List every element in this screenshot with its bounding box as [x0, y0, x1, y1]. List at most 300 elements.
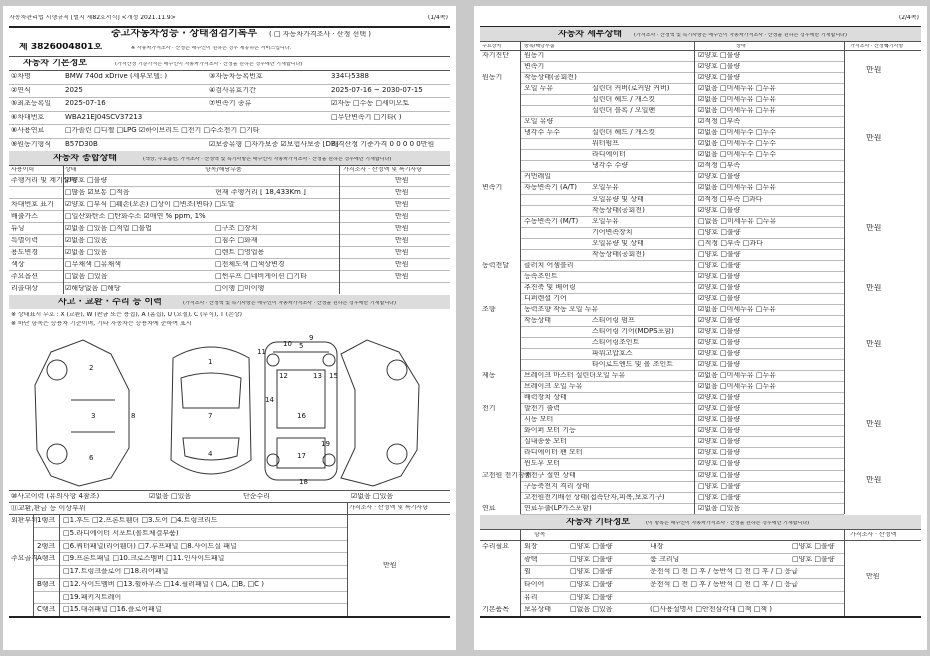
exchange-part-options[interactable]: □12.사이드멤버 □13.휠하우스 □14.필러패널 ( □A, □B, □C ) [63, 580, 264, 588]
rule-line [520, 194, 844, 195]
overall-status-value[interactable]: ☑해당없음 □해당 [65, 285, 121, 292]
basic-info-value: BMW 740d xDrive (세부모델: ) [65, 73, 168, 80]
rule-line [520, 359, 844, 360]
basic-info-label: ⑧사용연료 [11, 127, 45, 134]
basic-info-value: 2025-07-16 [65, 100, 106, 107]
detail-item-label: 자동변속기 (A/T) [524, 184, 577, 192]
detail-status-value[interactable]: ☑양호 □불량 [698, 316, 741, 324]
basic-info-value: 2025 [65, 86, 83, 94]
detail-item-label: 커먼레일 [524, 173, 552, 181]
overall-item-label: 튜닝 [11, 225, 25, 232]
basic-info-value: WBA21EJ04SCV37213 [65, 113, 143, 121]
detail-column-header: 특기사항 [884, 44, 904, 49]
part-number-3: 3 [91, 412, 96, 420]
rule-line [9, 111, 450, 112]
part-number-6: 6 [89, 454, 94, 462]
detail-price-value: 만원 [866, 134, 882, 142]
rule-line [9, 222, 450, 223]
overall-part-value[interactable]: □전체도색 □색상변경 [215, 261, 285, 268]
detail-status-value[interactable]: ☑없음 □미세누유 □누유 [698, 372, 777, 380]
overall-part-value[interactable]: □침수 □화재 [215, 237, 258, 244]
basic-info-value: □가솔린 □디젤 □LPG ☑하이브리드 □전기 □수소전기 □기타 [65, 127, 260, 134]
overall-status-value[interactable]: ☑양호 □불량 [65, 177, 108, 184]
overall-status-header: 자동차 종합상태 [53, 154, 117, 163]
rule-line [520, 481, 844, 482]
overall-price-value: 만원 [395, 189, 409, 196]
detail-status-value[interactable]: ☑없음 □미세누유 □누유 [698, 305, 777, 313]
detail-status-value[interactable]: ☑양호 □불량 [698, 52, 741, 59]
rule-line [9, 270, 450, 271]
detail-item-label: 라디에이터 팬 모터 [524, 449, 583, 457]
detail-part-label: 실린더 헤드 / 개스킷 [592, 96, 656, 104]
detail-device-label: 연료 [482, 504, 496, 512]
detail-item-label: 시동 모터 [524, 416, 554, 424]
detail-price-value: 만원 [866, 224, 882, 232]
detail-part-label: 워터펌프 [592, 140, 620, 148]
overall-status-value[interactable]: ☑없음 □있음 □적법 □불법 [65, 225, 152, 232]
overall-status-value[interactable]: ☑없음 □있음 [65, 249, 108, 256]
part-number-2: 2 [89, 364, 94, 372]
basic-info-value-2: 가격산정 기준가격 0 0 0 0 0만원 [331, 140, 435, 148]
exchange-part-options[interactable]: □19.패키지트레이 [63, 593, 122, 601]
basic-info-value-2: 2025-07-16 ~ 2030-07-15 [331, 86, 423, 94]
rule-line [520, 227, 844, 228]
page-number: (1/4쪽) [427, 15, 448, 21]
detail-status-value[interactable]: ☑적정 □부족 [698, 162, 741, 170]
exchange-part-options[interactable]: □5.라디에이터 서포트(볼트체결부품) [63, 529, 179, 537]
overall-part-value[interactable]: □이행 □미이행 [215, 285, 265, 292]
rule-line [520, 138, 844, 139]
page-1 [3, 6, 456, 650]
part-number-13: 13 [313, 372, 322, 380]
wheel-right-front [387, 360, 407, 380]
detail-status-header: 자동차 세부상태 [558, 30, 622, 39]
other-info-header: 자동차 기타정보 [566, 518, 630, 527]
overall-column-header: 상태 [65, 167, 77, 173]
part-number-15: 15 [329, 372, 338, 380]
detail-status-value[interactable]: ☑양호 □불량 [698, 361, 741, 369]
detail-part-label: 오일유량 및 상태 [592, 239, 644, 247]
accident-history-label: ⑩사고이력 (유의사항 4참조) [11, 493, 100, 500]
overall-status-value[interactable]: □일산화탄소 □탄화수소 ☑매연 % ppm, 1% [65, 213, 206, 220]
rule-line [9, 258, 450, 259]
rule-line [520, 447, 844, 448]
rule-line [520, 127, 844, 128]
detail-part-label: 스티어링조인트 [592, 339, 640, 347]
detail-device-label: 자기진단 [482, 52, 510, 59]
rule-line [33, 552, 347, 553]
detail-status-value[interactable]: □양호 □불량 [698, 228, 741, 236]
detail-item-label: 와이퍼 모터 기능 [524, 427, 576, 435]
detail-part-label: 오일유량 및 상태 [592, 195, 644, 203]
basic-info-value-2: □무단변속기 □기타( ) [331, 113, 402, 121]
detail-column-header: 가격조사 · 산정액 [850, 44, 889, 49]
detail-column-header: 상태 [736, 44, 746, 49]
other-extra-value[interactable]: 내장 [650, 543, 664, 550]
form-header-text: 자동차관리법 시행규칙 [별지 제82호서식] <개정 2021.11.9> [9, 15, 176, 21]
other-status-value[interactable]: □없음 □있음 [570, 606, 613, 614]
overall-item-label: 색상 [11, 261, 25, 268]
rule-line [520, 216, 844, 217]
simple-repair-value[interactable]: ☑없음 □있음 [351, 493, 394, 500]
detail-part-label: 작동상태(공회전) [592, 206, 645, 214]
detail-item-label: 배력장치 상태 [524, 394, 567, 402]
rule-line [520, 182, 844, 183]
detail-status-value[interactable]: ☑적정 □부족 □과다 [698, 195, 763, 203]
rule-line [9, 282, 450, 283]
other-status-value[interactable]: □양호 □불량 [570, 580, 613, 588]
overall-part-value[interactable]: □렌트 □영업용 [215, 249, 265, 256]
rule-line [520, 249, 844, 250]
detail-column-header: 항목/해당부품 [524, 44, 555, 49]
exchange-part-options[interactable]: □9.프론트패널 □10.크로스멤버 □11.인사이드패널 [63, 555, 225, 563]
part-number-10: 10 [283, 340, 292, 348]
other-extra-status[interactable]: □양호 □불량 [792, 543, 835, 550]
basic-info-label: ⑥차대번호 [11, 113, 45, 121]
detail-part-label: 냉각수 수량 [592, 162, 629, 170]
exchange-rank-label: B랭크 [37, 580, 56, 588]
rule-line [520, 105, 844, 106]
basic-info-header: 자동차 기본정보 [23, 59, 87, 68]
rule-line [33, 527, 347, 528]
document-number: 제 3826004801호 [19, 43, 103, 52]
detail-item-label: 작동상태(공회전) [524, 74, 577, 82]
exchange-price-value: 만원 [383, 562, 397, 569]
detail-status-value[interactable]: ☑양호 □불량 [698, 438, 741, 446]
part-number-7: 7 [208, 412, 213, 420]
detail-device-label: 조향 [482, 305, 496, 313]
detail-price-value: 만원 [866, 420, 882, 428]
rule-line [33, 591, 347, 592]
basic-info-label: ①차명 [11, 73, 31, 80]
rule-line [9, 124, 450, 125]
other-group-label: 수리필요 [482, 543, 510, 550]
detail-item-label: 추진축 및 베어링 [524, 283, 576, 291]
detail-status-value[interactable]: ☑양호 □불량 [698, 394, 741, 402]
rule-line [520, 458, 844, 459]
overall-price-value: 만원 [395, 273, 409, 280]
detail-status-value[interactable]: ☑양호 □불량 [698, 63, 741, 71]
rule-line [520, 425, 844, 426]
detail-part-label: 파워고압호스 [592, 350, 633, 358]
detail-price-value: 만원 [866, 476, 882, 484]
rule-line [520, 337, 844, 338]
accident-history-value[interactable]: ☑없음 □있음 [149, 493, 192, 500]
basic-info-label-2: ③자동차등록번호 [209, 73, 263, 80]
page-number: (2/4쪽) [898, 15, 919, 21]
overall-part-value[interactable]: 현재 주행거리 [ 18,433Km ] [215, 189, 306, 196]
rule-line [9, 174, 450, 175]
detail-item-label: 연료누출(LP가스포함) [524, 504, 592, 512]
basic-info-value-2: 334다5388 [331, 73, 369, 80]
detail-status-value[interactable]: ☑양호 □불량 [698, 339, 741, 347]
detail-status-value[interactable]: ☑없음 □미세누수 □누수 [698, 151, 777, 159]
detail-status-value[interactable]: ☑양호 □불량 [698, 272, 741, 280]
exchange-group-label: 주요골격 [11, 555, 39, 563]
detail-status-value[interactable]: ☑없음 □미세누유 □누유 [698, 107, 777, 115]
basic-info-label-2: ⑦변속기 종류 [209, 100, 252, 107]
document-title: 중고자동차성능 · 상태점검기록부 [111, 29, 258, 39]
detail-status-value[interactable]: □없음 □미세누유 □누유 [698, 217, 777, 225]
detail-status-value[interactable]: ☑없음 □미세누수 □누수 [698, 129, 777, 137]
detail-part-label: 라디에이터 [592, 151, 626, 159]
wheel-left-rear [47, 444, 67, 464]
exchange-rank-label: C랭크 [37, 606, 56, 614]
passenger-car-note: ※ 하단 항목은 승용차 기준이며, 기타 자동차는 승용차에 준하여 표시 [11, 321, 192, 327]
detail-item-label: 등속조인트 [524, 272, 558, 280]
exchange-part-options[interactable]: □15.대쉬패널 □16.플로어패널 [63, 606, 162, 614]
exchange-rank-label: 2랭크 [37, 542, 55, 550]
rule-line [520, 149, 844, 150]
exchange-special-note-label: 가격조사 · 산정액 및 특기사항 [349, 505, 429, 511]
overall-item-label: 배출가스 [11, 213, 39, 220]
rule-line [9, 246, 450, 247]
rule-line [520, 591, 844, 592]
exchange-rank-label: 1랭크 [37, 517, 55, 524]
rule-line [520, 392, 844, 393]
rule-line [520, 61, 844, 62]
detail-status-value[interactable]: □양호 □불량 [698, 250, 741, 258]
rule-line [9, 234, 450, 235]
wheel-right-rear [387, 444, 407, 464]
exchange-group-label: 외판부위 [11, 517, 39, 524]
detail-status-value[interactable]: ☑양호 □불량 [698, 294, 741, 302]
overall-item-label: 주행거리 및 계기상태 [11, 177, 77, 184]
overall-status-value[interactable]: ☑없음 □있음 [65, 237, 108, 244]
detail-status-value[interactable]: ☑없음 □미세누유 □누유 [698, 184, 777, 192]
detail-part-label: 오일누유 [592, 184, 620, 192]
overall-column-header: 사용이력 [11, 167, 35, 173]
other-status-value[interactable]: □양호 □불량 [570, 593, 613, 601]
detail-status-note: (가격조사 · 산정액 및 특기사항은 매수인이 자동차가격조사 · 산정을 원하는 경우에만 기재합니다) [634, 33, 847, 38]
rule-line [520, 414, 844, 415]
exchange-part-options[interactable]: □17.트렁크플로어 □18.리어패널 [63, 568, 169, 575]
detail-status-value[interactable]: ☑없음 □미세누유 □누유 [698, 383, 777, 391]
detail-status-value[interactable]: ☑양호 □불량 [698, 460, 741, 468]
detail-status-value[interactable]: ☑양호 □불량 [698, 206, 741, 214]
basic-info-label-2: ④검사유효기간 [209, 86, 256, 94]
basic-info-label: ②연식 [11, 86, 31, 94]
detail-status-value[interactable]: ☑양호 □불량 [698, 350, 741, 358]
other-item-label: 유리 [524, 593, 538, 601]
detail-status-value[interactable]: ☑양호 □불량 [698, 74, 741, 82]
detail-status-value[interactable]: □양호 □불량 [698, 493, 741, 501]
detail-item-label: 오일 누유 [524, 85, 554, 93]
part-number-11: 11 [257, 348, 266, 356]
rule-line [520, 260, 844, 261]
overall-item-label: 주요옵션 [11, 273, 39, 280]
detail-device-label: 제동 [482, 372, 496, 380]
accident-history-header: 사고 · 교환 · 수리 등 이력 [58, 298, 162, 307]
detail-device-label: 원동기 [482, 74, 503, 82]
car-body-diagram [11, 330, 449, 490]
detail-status-value[interactable]: ☑양호 □불량 [698, 283, 741, 291]
overall-item-label: 용도변경 [11, 249, 39, 256]
detail-status-value[interactable]: □양호 □불량 [698, 482, 741, 490]
other-item-label: 광택 [524, 555, 538, 563]
rule-line [520, 205, 844, 206]
overall-status-value[interactable]: □무채색 □유채색 [65, 261, 122, 268]
detail-item-label: 브레이크 마스터 실린더오일 누유 [524, 372, 626, 380]
rule-line [520, 326, 844, 327]
overall-status-value[interactable]: □없음 □있음 [65, 273, 108, 280]
part-number-9: 9 [309, 334, 314, 342]
detail-device-label: 고전원 전기장치 [482, 471, 532, 479]
rule-line [520, 238, 844, 239]
detail-price-value: 만원 [866, 284, 882, 292]
part-number-17: 17 [297, 452, 306, 460]
detail-status-value[interactable]: ☑양호 □불량 [698, 427, 741, 435]
detail-part-label: 기어변속장치 [592, 228, 633, 236]
part-number-14: 14 [265, 396, 274, 404]
basic-info-label-2: ☑보증유형 □자가보증 ☑보험사보증 [DB] [209, 140, 339, 148]
rule-line [33, 540, 347, 541]
rule-line [520, 348, 844, 349]
detail-status-value[interactable]: ☑적정 □부족 [698, 118, 741, 126]
part-number-12: 12 [279, 372, 288, 380]
rule-line [520, 436, 844, 437]
part-number-1: 1 [208, 358, 213, 366]
detail-status-value[interactable]: ☑없음 □있음 [698, 504, 741, 512]
overall-item-label: 리콜대상 [11, 285, 39, 292]
detail-status-value[interactable]: ☑양호 □불량 [698, 449, 741, 457]
detail-part-label: 실린더 커버(로커암 커버) [592, 85, 670, 93]
other-status-value[interactable]: □양호 □불량 [570, 568, 613, 576]
overall-part-value[interactable]: □구조 □장치 [215, 225, 258, 232]
detail-item-label: 실내송풍 모터 [524, 438, 567, 446]
accident-history-note: (가격조사 · 산정액 및 특기사항은 매수인이 자동차가격조사 · 산정을 원하는 경우에만 기재합니다) [183, 301, 396, 306]
detail-status-value[interactable]: ☑양호 □불량 [698, 173, 741, 181]
detail-status-value[interactable]: ☑양호 □불량 [698, 471, 741, 479]
overall-price-value: 만원 [395, 177, 409, 184]
detail-item-label: 구동축전지 격리 상태 [524, 482, 590, 490]
part-number-16: 16 [297, 412, 306, 420]
rule-line [9, 138, 450, 139]
other-info-note: (이 항목은 매수인이 자동차가격조사 · 산정을 원하는 경우에만 기재합니다) [646, 521, 810, 526]
other-status-value[interactable]: □양호 □불량 [570, 555, 613, 563]
other-extra-value[interactable]: 운전석 □ 전 □ 후 / 동반석 □ 전 □ 후 / □ 응급 [650, 568, 798, 576]
basic-info-label: ⑨원동기형식 [11, 140, 52, 148]
detail-item-label: 브레이크 오일 누유 [524, 383, 583, 391]
rule-line [520, 578, 844, 579]
overall-price-value: 만원 [395, 225, 409, 232]
detail-part-label: 스티어링 펌프 [592, 316, 635, 324]
other-item-label: 휠 [524, 568, 531, 576]
detail-device-label: 변속기 [482, 184, 503, 192]
basic-info-value: B57D30B [65, 140, 98, 148]
detail-status-value[interactable]: ☑양호 □불량 [698, 416, 741, 424]
detail-device-label: 동력전달 [482, 261, 510, 269]
other-price-value: 만원 [866, 573, 880, 580]
detail-status-value[interactable]: ☑양호 □불량 [698, 405, 741, 413]
rule-line [520, 403, 844, 404]
status-symbol-legend: ※ 상태표시 부호 : X (교환), W (판금 또는 용접), A (흠집), U (요철), C (부식), T (손상) [11, 312, 243, 318]
exchange-part-options[interactable]: □6.쿼터패널(리어휀더) □7.루프패널 □8.사이드실 패널 [63, 542, 237, 550]
detail-device-label: 전기 [482, 405, 496, 413]
exchange-header: ⑪교환,판금 등 이상부위 [11, 505, 86, 512]
detail-status-value[interactable]: ☑없음 □미세누수 □누수 [698, 140, 777, 148]
rule-line [520, 171, 844, 172]
detail-item-label: 원동기 [524, 52, 545, 59]
overall-price-value: 만원 [395, 237, 409, 244]
other-item-col: 항목 [534, 532, 546, 538]
other-extra-value[interactable]: 운전석 □ 전 □ 후 / 동반석 □ 전 □ 후 / □ 응급 [650, 580, 798, 588]
overall-part-value[interactable]: □썬루프 □네비게이션 □기타 [215, 273, 307, 280]
overall-status-value[interactable]: □많음 ☑보통 □적음 [65, 189, 130, 196]
rule-line [33, 578, 347, 579]
other-group-label: 기본품목 [482, 606, 510, 614]
overall-item-label: 특별이력 [11, 237, 39, 244]
other-price-col: 가격조사 · 산정액 [850, 532, 897, 538]
overall-item-label: 차대번호 표기 [11, 201, 54, 208]
rule-line [520, 304, 844, 305]
exchange-part-options[interactable]: □1.후드 □2.프론트휀더 □3.도어 □4.트렁크리드 [63, 517, 218, 524]
rule-line [520, 470, 844, 471]
detail-item-label: 충전구 절연 상태 [524, 471, 576, 479]
detail-part-label: 타이로드엔드 및 볼 조인트 [592, 361, 674, 369]
detail-item-label: 냉각수 누수 [524, 129, 561, 137]
overall-price-value: 만원 [395, 249, 409, 256]
rule-line [520, 83, 844, 84]
detail-status-value[interactable]: ☑없음 □미세누유 □누유 [698, 96, 777, 104]
rule-line [520, 381, 844, 382]
detail-item-label: 오일 유량 [524, 118, 554, 126]
other-item-label: 외장 [524, 543, 538, 550]
overall-price-value: 만원 [395, 261, 409, 268]
detail-part-label: 실린더 블록 / 오일팬 [592, 107, 656, 115]
detail-status-value[interactable]: ☑양호 □불량 [698, 328, 741, 335]
other-status-value[interactable]: □양호 □불량 [570, 543, 613, 550]
other-extra-status[interactable]: □양호 □불량 [792, 555, 835, 563]
detail-part-label: 작동상태(공회전) [592, 250, 645, 258]
part-number-5: 5 [299, 342, 304, 350]
price-survey-checkbox[interactable]: ( □ 자동차가격조사 · 산정 선택 ) [269, 31, 372, 38]
detail-price-value: 만원 [866, 340, 882, 348]
detail-part-label: 실린더 헤드 / 개스킷 [592, 129, 656, 137]
other-extra-value[interactable]: 룸 크리닝 [650, 555, 680, 563]
detail-item-label: 수동변속기 (M/T) [524, 217, 579, 225]
detail-item-label: 윈도우 모터 [524, 460, 561, 468]
part-number-18: 18 [299, 478, 308, 486]
rule-line [520, 315, 844, 316]
overall-price-value: 만원 [395, 201, 409, 208]
other-extra-value[interactable]: (□사용설명서 □안전삼각대 □잭 □잭 ) [650, 606, 772, 614]
rule-line [520, 271, 844, 272]
rule-line [9, 97, 450, 98]
detail-status-value[interactable]: ☑없음 □미세누유 □누유 [698, 85, 777, 93]
page-2 [474, 6, 927, 650]
rule-line [33, 603, 347, 604]
detail-part-label: 스티어링 기어(MDPS포함) [592, 328, 674, 335]
rule-line [520, 160, 844, 161]
rule-line [9, 198, 450, 199]
other-item-label: 보유상태 [524, 606, 552, 614]
exchange-rank-label: A랭크 [37, 555, 56, 563]
rule-line [33, 565, 347, 566]
rule-line [520, 565, 844, 566]
basic-info-value-2: ☑자동 □수동 □세미오토 [331, 100, 410, 107]
overall-price-value: 만원 [395, 213, 409, 220]
detail-status-value[interactable]: □적정 □부족 □과다 [698, 239, 763, 247]
overall-status-value[interactable]: ☑양호 □부식 □훼손(오손) □상이 □변조(변타) □도말 [65, 201, 235, 208]
detail-status-value[interactable]: □양호 □불량 [698, 261, 741, 269]
detail-item-label: 동력조향 작동 오일 누유 [524, 305, 599, 313]
detail-item-label: 작동상태 [524, 316, 552, 324]
detail-part-label: 오일누유 [592, 217, 620, 225]
rule-line [9, 186, 450, 187]
car-side-left-outline [35, 340, 129, 486]
rule-line [520, 282, 844, 283]
